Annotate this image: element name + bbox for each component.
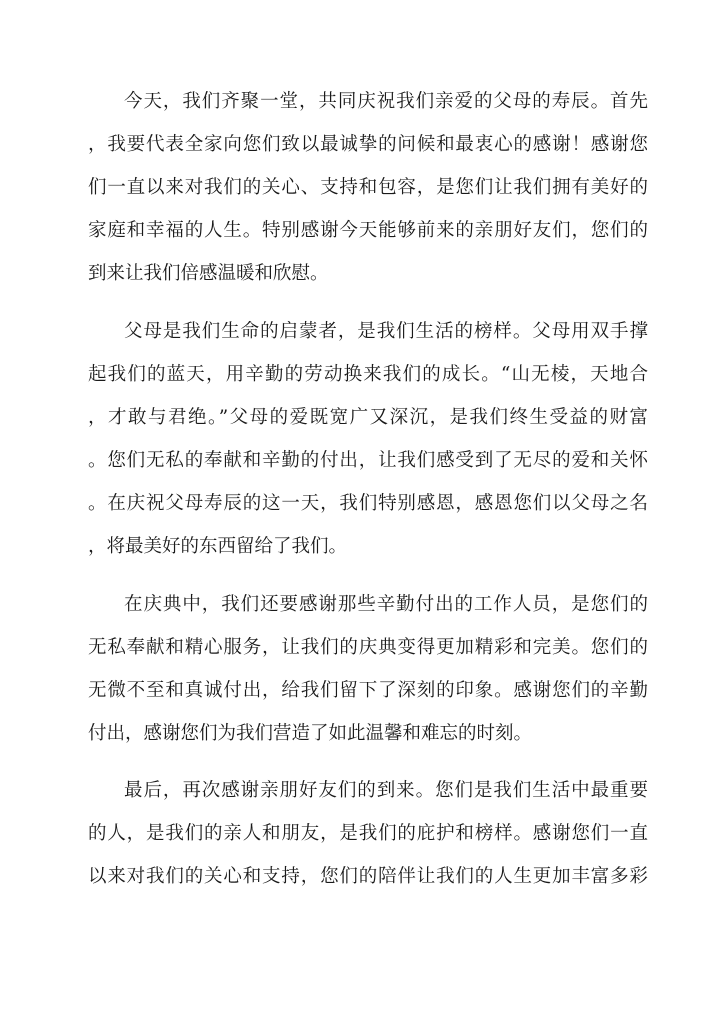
text-line: 的人，是我们的亲人和朋友，是我们的庇护和榜样。感谢您们一直: [88, 823, 648, 844]
paragraph-3: [88, 583, 648, 755]
text-line: 最后，再次感谢亲朋好友们的到来。您们是我们生活中最重要: [124, 780, 648, 801]
text-line: 起我们的蓝天，用辛勤的劳动换来我们的成长。“山无棱，天地合: [88, 364, 648, 385]
text-line: 家庭和幸福的人生。特别感谢今天能够前来的亲朋好友们，您们的: [88, 220, 648, 241]
text-line: 无私奉献和精心服务，让我们的庆典变得更加精彩和完美。您们的: [88, 637, 648, 658]
text-line: 以来对我们的关心和支持，您们的陪伴让我们的人生更加丰富多彩: [88, 866, 648, 887]
text-line: ，将最美好的东西留给了我们。: [88, 536, 348, 557]
text-line: 无微不至和真诚付出，给我们留下了深刻的印象。感谢您们的辛勤: [88, 680, 648, 701]
text-line: 今天，我们齐聚一堂，共同庆祝我们亲爱的父母的寿辰。首先: [124, 91, 648, 112]
paragraph-2: [88, 310, 648, 568]
text-line: ，才敢与君绝。”父母的爱既宽广又深沉，是我们终生受益的财富: [88, 407, 648, 428]
text-line: ，我要代表全家向您们致以最诚挚的问候和最衷心的感谢！感谢您: [88, 134, 648, 155]
text-line: 到来让我们倍感温暖和欣慰。: [88, 263, 329, 284]
text-line: 。在庆祝父母寿辰的这一天，我们特别感恩，感恩您们以父母之名: [88, 493, 648, 514]
paragraph-1: [88, 80, 648, 295]
text-line: 付出，感谢您们为我们营造了如此温馨和难忘的时刻。: [88, 723, 533, 744]
text-line: 父母是我们生命的启蒙者，是我们生活的榜样。父母用双手撑: [124, 321, 648, 342]
paragraph-4: [88, 769, 648, 898]
text-line: 们一直以来对我们的关心、支持和包容，是您们让我们拥有美好的: [88, 177, 648, 198]
text-line: 。您们无私的奉献和辛勤的付出，让我们感受到了无尽的爱和关怀: [88, 450, 648, 471]
text-line: 在庆典中，我们还要感谢那些辛勤付出的工作人员，是您们的: [124, 594, 648, 615]
